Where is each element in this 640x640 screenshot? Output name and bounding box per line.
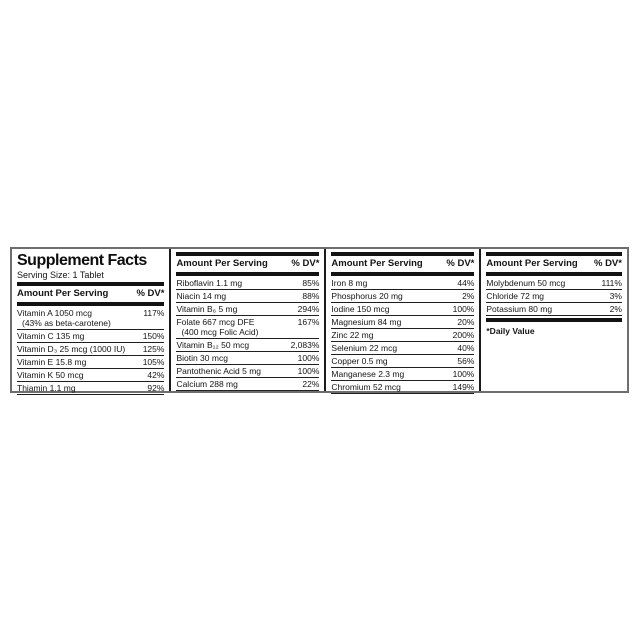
nutrient-name-line2: (400 mcg Folic Acid): [181, 327, 259, 337]
nutrient-daily-value: 111%: [601, 278, 622, 288]
nutrient-daily-value: 3%: [609, 291, 622, 301]
nutrient-name: Niacin 14 mg: [176, 291, 227, 301]
nutrient-name-line2: (43% as beta-carotene): [22, 318, 111, 328]
thick-rule: [176, 252, 319, 256]
nutrient-row: [486, 289, 622, 302]
column-header: [486, 257, 622, 271]
nutrient-name: Manganese 2.3 mg: [331, 369, 405, 379]
nutrient-name: Selenium 22 mcg: [331, 343, 398, 353]
thick-rule: [331, 272, 474, 276]
nutrient-row: [17, 368, 164, 381]
nutrient-row: [176, 302, 319, 315]
nutrient-name: Phosphorus 20 mg: [331, 291, 403, 301]
nutrient-name: Iodine 150 mcg: [331, 304, 390, 314]
percent-dv-label: % DV*: [593, 258, 622, 269]
percent-dv-label: % DV*: [446, 258, 475, 269]
percent-dv-label: % DV*: [136, 288, 165, 299]
nutrient-name: Vitamin E 15.8 mg: [17, 357, 87, 367]
nutrient-row: [331, 277, 474, 289]
nutrient-name: Vitamin C 135 mg: [17, 331, 85, 341]
thick-rule: [176, 272, 319, 276]
nutrient-name: Magnesium 84 mg: [331, 317, 402, 327]
column-header: [331, 257, 474, 271]
facts-column-2: [169, 249, 324, 391]
nutrient-row: [17, 307, 164, 329]
nutrient-daily-value: 200%: [452, 330, 475, 340]
nutrient-daily-value: 40%: [457, 343, 475, 353]
thick-rule: [486, 318, 622, 322]
nutrient-daily-value: 2,083%: [290, 340, 320, 350]
nutrient-daily-value: 100%: [452, 304, 475, 314]
nutrient-name: Biotin 30 mcg: [176, 353, 228, 363]
thick-rule: [486, 252, 622, 256]
nutrient-name: Vitamin B₁₂ 50 mcg: [176, 340, 250, 350]
amount-per-serving-label: Amount Per Serving: [176, 258, 268, 269]
nutrient-daily-value: 88%: [302, 291, 320, 301]
nutrient-name: Chloride 72 mg: [486, 291, 545, 301]
nutrient-daily-value: 100%: [452, 369, 475, 379]
nutrient-row: [17, 355, 164, 368]
column-header: [17, 287, 164, 301]
nutrient-name: Potassium 80 mg: [486, 304, 553, 314]
nutrient-daily-value: 92%: [147, 383, 165, 393]
nutrient-daily-value: 100%: [297, 366, 320, 376]
nutrient-daily-value: 22%: [302, 379, 320, 389]
nutrient-name: Vitamin B₆ 5 mg: [176, 304, 238, 314]
amount-per-serving-label: Amount Per Serving: [331, 258, 423, 269]
nutrient-row: [331, 315, 474, 328]
nutrient-name: Vitamin A 1050 mcg: [17, 308, 92, 318]
nutrient-name: Molybdenum 50 mcg: [486, 278, 566, 288]
nutrient-row: [331, 341, 474, 354]
nutrient-rows: [486, 277, 622, 316]
facts-column-4: [479, 249, 627, 391]
nutrient-name: Vitamin D₃ 25 mcg (1000 IU): [17, 344, 126, 354]
nutrient-row: [17, 329, 164, 342]
nutrient-row: [331, 367, 474, 380]
percent-dv-label: % DV*: [291, 258, 320, 269]
nutrient-daily-value: 117%: [143, 308, 165, 318]
nutrient-row: [331, 328, 474, 341]
nutrient-row: [176, 351, 319, 364]
nutrient-row: [331, 302, 474, 315]
nutrient-daily-value: 125%: [142, 344, 165, 354]
nutrient-name: Vitamin K 50 mcg: [17, 370, 84, 380]
nutrient-rows: [17, 307, 164, 395]
nutrient-rows: [176, 277, 319, 391]
nutrient-row: [17, 381, 164, 394]
nutrient-row: [331, 380, 474, 393]
thick-rule: [331, 252, 474, 256]
nutrient-name: Calcium 288 mg: [176, 379, 238, 389]
nutrient-row: [176, 377, 319, 390]
label-title: Supplement Facts: [17, 252, 147, 269]
nutrient-daily-value: 105%: [142, 357, 165, 367]
amount-per-serving-label: Amount Per Serving: [486, 258, 578, 269]
nutrient-rows: [331, 277, 474, 394]
nutrient-row: [331, 289, 474, 302]
nutrient-daily-value: 20%: [457, 317, 475, 327]
nutrient-row: [486, 277, 622, 289]
nutrient-name: Zinc 22 mg: [331, 330, 374, 340]
thick-rule: [17, 282, 164, 286]
nutrient-row: [486, 302, 622, 315]
daily-value-footnote: *Daily Value: [486, 326, 535, 336]
nutrient-daily-value: 85%: [302, 278, 320, 288]
nutrient-daily-value: 150%: [142, 331, 165, 341]
nutrient-daily-value: 2%: [462, 291, 475, 301]
nutrient-daily-value: 42%: [147, 370, 165, 380]
nutrient-daily-value: 294%: [297, 304, 320, 314]
nutrient-name: Thiamin 1.1 mg: [17, 383, 76, 393]
facts-column-3: [324, 249, 479, 391]
serving-size: Serving Size: 1 Tablet: [17, 270, 104, 280]
nutrient-row: [331, 354, 474, 367]
nutrient-daily-value: 149%: [452, 382, 475, 392]
facts-column-1: [12, 249, 169, 391]
nutrient-daily-value: 56%: [457, 356, 475, 366]
nutrient-name: Folate 667 mcg DFE: [176, 317, 255, 327]
thick-rule: [17, 302, 164, 306]
nutrient-row: [176, 364, 319, 377]
nutrient-row: [176, 315, 319, 338]
nutrient-name: Copper 0.5 mg: [331, 356, 388, 366]
nutrient-row: [176, 338, 319, 351]
amount-per-serving-label: Amount Per Serving: [17, 288, 109, 299]
nutrient-name: Pantothenic Acid 5 mg: [176, 366, 262, 376]
nutrient-daily-value: 2%: [609, 304, 622, 314]
supplement-facts-label: [10, 247, 629, 393]
nutrient-daily-value: 167%: [297, 317, 320, 327]
nutrient-daily-value: 44%: [457, 278, 475, 288]
nutrient-name: Iron 8 mg: [331, 278, 368, 288]
nutrient-row: [176, 289, 319, 302]
thick-rule: [486, 272, 622, 276]
column-header: [176, 257, 319, 271]
nutrient-name: Chromium 52 mcg: [331, 382, 401, 392]
nutrient-name: Riboflavin 1.1 mg: [176, 278, 243, 288]
nutrient-daily-value: 100%: [297, 353, 320, 363]
nutrient-row: [17, 342, 164, 355]
nutrient-row: [176, 277, 319, 289]
